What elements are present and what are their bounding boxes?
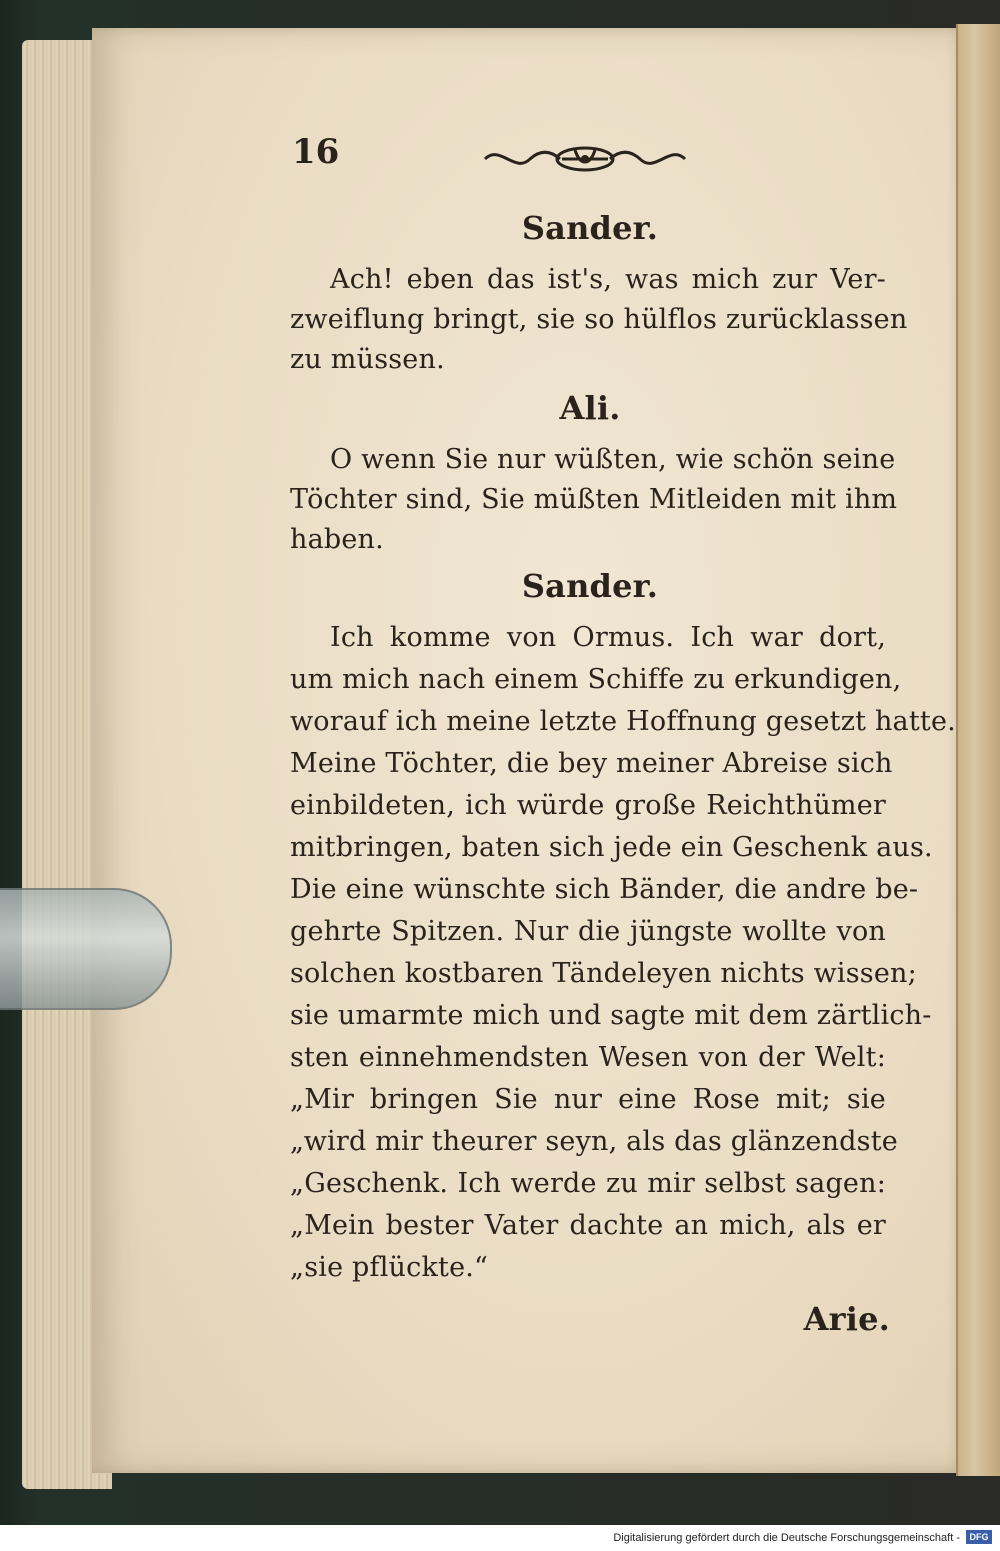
digitization-footer [0, 1525, 1000, 1551]
text-line: Die eine wünschte sich Bänder, die andre be- [290, 874, 919, 905]
text-line: sten einnehmendsten Wesen von der Welt: [290, 1042, 886, 1073]
text-line: zweiflung bringt, sie so hülflos zurücklassen [290, 304, 908, 335]
text-line: Ich komme von Ormus. Ich war dort, [330, 622, 886, 653]
text-line: Ach! eben das ist's, was mich zur Ver- [330, 264, 886, 295]
speaker-heading: Sander. [521, 209, 659, 247]
text-line: mitbringen, baten sich jede ein Geschenk aus. [290, 832, 933, 863]
dfg-logo: DFG [966, 1530, 992, 1544]
text-line: haben. [290, 524, 384, 555]
speaker-heading: Ali. [559, 389, 621, 427]
text-line: um mich nach einem Schiffe zu erkundigen, [290, 664, 902, 695]
page-clip [0, 888, 172, 1010]
text-line: „sie pflückte.“ [290, 1252, 489, 1283]
text-line: einbildeten, ich würde große Reichthümer [290, 790, 886, 821]
text-line: „Mir bringen Sie nur eine Rose mit; sie [290, 1084, 886, 1115]
text-column [290, 200, 956, 1460]
text-line: „Mein bester Vater dachte an mich, als er [290, 1210, 886, 1241]
text-line: O wenn Sie nur wüßten, wie schön seine [330, 444, 896, 475]
text-line: solchen kostbaren Tändeleyen nichts wissen; [290, 958, 917, 989]
speaker-heading: Sander. [521, 567, 659, 605]
fleuron-ornament-icon [480, 136, 690, 182]
text-line: „Geschenk. Ich werde zu mir selbst sagen: [290, 1168, 886, 1199]
page-number: 16 [292, 132, 340, 172]
text-line: sie umarmte mich und sagte mit dem zärtlich- [290, 1000, 932, 1031]
text-line: worauf ich meine letzte Hoffnung gesetzt hatte. [290, 706, 956, 737]
text-line: Töchter sind, Sie müßten Mitleiden mit ihm [290, 484, 898, 515]
page-edge [956, 24, 1000, 1476]
text-line: „wird mir theurer seyn, als das glänzendste [290, 1126, 898, 1157]
text-line: Meine Töchter, die bey meiner Abreise sich [290, 748, 893, 779]
text-line: zu müssen. [290, 344, 445, 375]
footer-credit: Digitalisierung gefördert durch die Deutsche Forschungsgemeinschaft - [613, 1532, 960, 1544]
text-line: gehrte Spitzen. Nur die jüngste wollte von [290, 916, 886, 947]
catchword: Arie. [803, 1300, 890, 1338]
